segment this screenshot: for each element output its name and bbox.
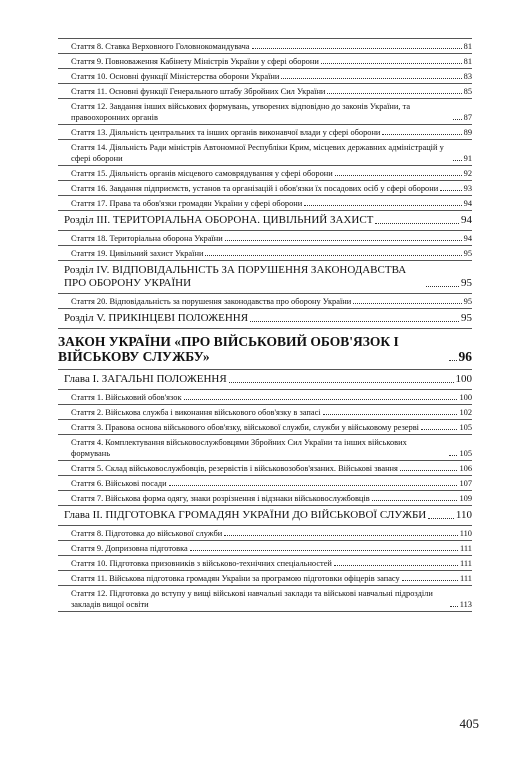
toc-entry-page: 92 — [463, 168, 472, 178]
dot-leader — [205, 254, 461, 256]
toc-article-entry[interactable] — [58, 541, 472, 555]
toc-entry-title: Стаття 8. Ставка Верховного Головнокомандувача — [71, 41, 250, 51]
toc-entry-page: 95 — [461, 277, 472, 289]
toc-entry-title: Стаття 17. Права та обов'язки громадян України у сфері оборони — [71, 198, 303, 208]
toc-article-entry[interactable] — [58, 461, 472, 475]
toc-chapter-entry[interactable] — [58, 370, 472, 389]
toc-article-entry[interactable] — [58, 125, 472, 139]
toc-article-entry[interactable] — [58, 390, 472, 404]
toc-entry-title: Стаття 16. Завдання підприємств, установ та організацій і обов'язки їх посадових осіб у сфері оборони — [71, 183, 439, 193]
toc-entry-title: Стаття 7. Військова форма одягу, знаки розрізнення і відзнаки військовослужбовців — [71, 493, 370, 503]
toc-entry-title: Глава II. ПІДГОТОВКА ГРОМАДЯН УКРАЇНИ ДО ВІЙСЬКОВОЇ СЛУЖБИ — [64, 509, 427, 521]
toc-entry-title: Стаття 11. Основні функції Генерального штабу Збройних Сил України — [71, 86, 326, 96]
toc-entry-title: Стаття 13. Діяльність центральних та інших органів виконавчої влади у сфері оборони — [71, 127, 381, 137]
dot-leader — [453, 118, 462, 120]
toc-entry-title: Глава I. ЗАГАЛЬНІ ПОЛОЖЕННЯ — [64, 373, 227, 385]
toc-entry-page: 111 — [460, 558, 472, 568]
toc-article-entry[interactable] — [58, 99, 472, 124]
dot-leader — [400, 469, 458, 471]
dot-leader — [321, 62, 462, 64]
toc-entry-title: Стаття 10. Основні функції Міністерства оборони України — [71, 71, 280, 81]
dot-leader — [169, 484, 458, 486]
toc-article-entry[interactable] — [58, 405, 472, 419]
toc-article-entry[interactable] — [58, 435, 472, 460]
toc-entry-page: 102 — [459, 407, 472, 417]
dot-leader — [281, 77, 461, 79]
toc-entry-page: 113 — [459, 599, 472, 609]
toc-article-entry[interactable] — [58, 476, 472, 490]
toc-article-entry[interactable] — [58, 556, 472, 570]
toc-entry-page: 105 — [459, 422, 472, 432]
toc-entry-page: 94 — [463, 233, 472, 243]
toc-entry-page: 81 — [463, 41, 472, 51]
dot-leader — [250, 320, 459, 322]
toc-article-entry[interactable] — [58, 54, 472, 68]
dot-leader — [304, 204, 461, 206]
toc-entry-title: Стаття 4. Комплектування військовослужбовцями Збройних Сил України та інших військових формувань — [71, 437, 407, 458]
toc-article-entry[interactable] — [58, 166, 472, 180]
table-of-contents — [58, 38, 472, 612]
toc-entry-title: Стаття 9. Допризовна підготовка — [71, 543, 188, 553]
toc-entry-page: 81 — [463, 56, 472, 66]
toc-entry-title: Стаття 12. Завдання інших військових формувань, утворених відповідно до законів України, та правоохоронних органів — [71, 101, 411, 122]
dot-leader — [450, 605, 458, 607]
dot-leader — [224, 534, 458, 536]
toc-entry-title: Стаття 11. Військова підготовка громадян України за програмою підготовки офіцерів запасу — [71, 573, 400, 583]
dot-leader — [252, 47, 462, 49]
toc-entry-page: 93 — [463, 183, 472, 193]
toc-entry-page: 109 — [459, 493, 472, 503]
toc-section-entry[interactable] — [58, 309, 472, 328]
toc-article-entry[interactable] — [58, 420, 472, 434]
toc-entry-page: 110 — [459, 528, 472, 538]
toc-entry-page: 94 — [461, 214, 472, 226]
toc-article-entry[interactable] — [58, 491, 472, 505]
toc-entry-title: Стаття 20. Відповідальність за порушення законодавства про оборону України — [71, 296, 352, 306]
dot-leader — [449, 359, 457, 361]
dot-leader — [323, 413, 458, 415]
toc-entry-page: 105 — [459, 448, 472, 458]
toc-entry-page: 100 — [455, 373, 472, 385]
toc-entry-title: Стаття 18. Територіальна оборона України — [71, 233, 223, 243]
dot-leader — [229, 381, 454, 383]
dot-leader — [327, 92, 461, 94]
toc-entry-page: 94 — [463, 198, 472, 208]
toc-entry-page: 95 — [463, 248, 472, 258]
toc-entry-title: Стаття 14. Діяльність Ради міністрів Автономної Республіки Крим, місцевих державних адміністрацій у сфері оборони — [71, 142, 444, 163]
toc-entry-title: Розділ V. ПРИКІНЦЕВІ ПОЛОЖЕННЯ — [64, 312, 249, 324]
dot-leader — [334, 564, 458, 566]
toc-entry-title: Стаття 19. Цивільний захист України — [71, 248, 204, 258]
dot-leader — [225, 239, 462, 241]
toc-article-entry[interactable] — [58, 586, 472, 611]
toc-entry-title: Стаття 1. Військовий обов'язок — [71, 392, 182, 402]
toc-entry-title: Стаття 8. Підготовка до військової служби — [71, 528, 223, 538]
toc-entry-page: 85 — [463, 86, 472, 96]
dot-leader — [402, 579, 458, 581]
dot-leader — [449, 454, 457, 456]
toc-chapter-entry[interactable] — [58, 506, 472, 525]
toc-article-entry[interactable] — [58, 526, 472, 540]
dot-leader — [428, 517, 454, 519]
toc-entry-page: 91 — [463, 153, 472, 163]
toc-entry-title: Розділ ІІІ. ТЕРИТОРІАЛЬНА ОБОРОНА. ЦИВІЛЬНИЙ ЗАХИСТ — [64, 214, 374, 226]
toc-entry-page: 110 — [455, 509, 472, 521]
toc-entry-page: 96 — [458, 349, 472, 364]
toc-article-entry[interactable] — [58, 181, 472, 195]
toc-entry-page: 87 — [463, 112, 472, 122]
toc-entry-title: Стаття 12. Підготовка до вступу у вищі військові навчальні заклади та військові навчальні підрозділи закладів вищої освіти — [71, 588, 433, 609]
toc-entry-title: ЗАКОН УКРАЇНИ «ПРО ВІЙСЬКОВИЙ ОБОВ'ЯЗОК І ВІЙСЬКОВУ СЛУЖБУ» — [58, 334, 399, 364]
dot-leader — [440, 189, 461, 191]
toc-entry-page: 95 — [461, 312, 472, 324]
toc-entry-page: 89 — [463, 127, 472, 137]
toc-article-entry[interactable] — [58, 196, 472, 210]
dot-leader — [184, 398, 458, 400]
dot-leader — [382, 133, 461, 135]
toc-section-entry[interactable] — [58, 261, 472, 293]
toc-entry-page: 111 — [460, 573, 472, 583]
toc-article-entry[interactable] — [58, 246, 472, 260]
dot-leader — [190, 549, 458, 551]
toc-entry-page: 95 — [463, 296, 472, 306]
dot-leader — [372, 499, 458, 501]
dot-leader — [453, 159, 462, 161]
toc-entry-title: Стаття 15. Діяльність органів місцевого самоврядування у сфері оборони — [71, 168, 333, 178]
toc-article-entry[interactable] — [58, 294, 472, 308]
toc-entry-title: Розділ IV. ВІДПОВІДАЛЬНІСТЬ ЗА ПОРУШЕННЯ ЗАКОНОДАВСТВА ПРО ОБОРОНУ УКРАЇНИ — [64, 264, 407, 289]
toc-entry-title: Стаття 2. Військова служба і виконання військового обов'язку в запасі — [71, 407, 321, 417]
toc-article-entry[interactable] — [58, 571, 472, 585]
toc-section-entry[interactable] — [58, 211, 472, 230]
toc-entry-page: 106 — [459, 463, 472, 473]
page-number: 405 — [459, 716, 479, 731]
toc-entry-page: 111 — [460, 543, 472, 553]
toc-article-entry[interactable] — [58, 39, 472, 53]
toc-entry-title: Стаття 6. Військові посади — [71, 478, 167, 488]
toc-entry-title: Стаття 9. Повноваження Кабінету Міністрів України у сфері оборони — [71, 56, 319, 66]
toc-article-entry[interactable] — [58, 231, 472, 245]
toc-article-entry[interactable] — [58, 140, 472, 165]
toc-entry-page: 100 — [459, 392, 472, 402]
row-divider — [58, 611, 472, 612]
toc-entry-title: Стаття 5. Склад військовослужбовців, резервістів і військовозобов'язаних. Військові звання — [71, 463, 398, 473]
toc-entry-page: 107 — [459, 478, 472, 488]
toc-entry-page: 83 — [463, 71, 472, 81]
toc-article-entry[interactable] — [58, 69, 472, 83]
dot-leader — [335, 174, 462, 176]
toc-law-entry[interactable] — [58, 329, 472, 369]
toc-article-entry[interactable] — [58, 84, 472, 98]
dot-leader — [375, 222, 459, 224]
dot-leader — [421, 428, 457, 430]
toc-entry-title: Стаття 3. Правова основа військового обов'язку, військової служби, служби у військовому резерві — [71, 422, 419, 432]
dot-leader — [426, 285, 459, 287]
dot-leader — [353, 302, 461, 304]
toc-entry-title: Стаття 10. Підготовка призовників з військово-технічних спеціальностей — [71, 558, 332, 568]
